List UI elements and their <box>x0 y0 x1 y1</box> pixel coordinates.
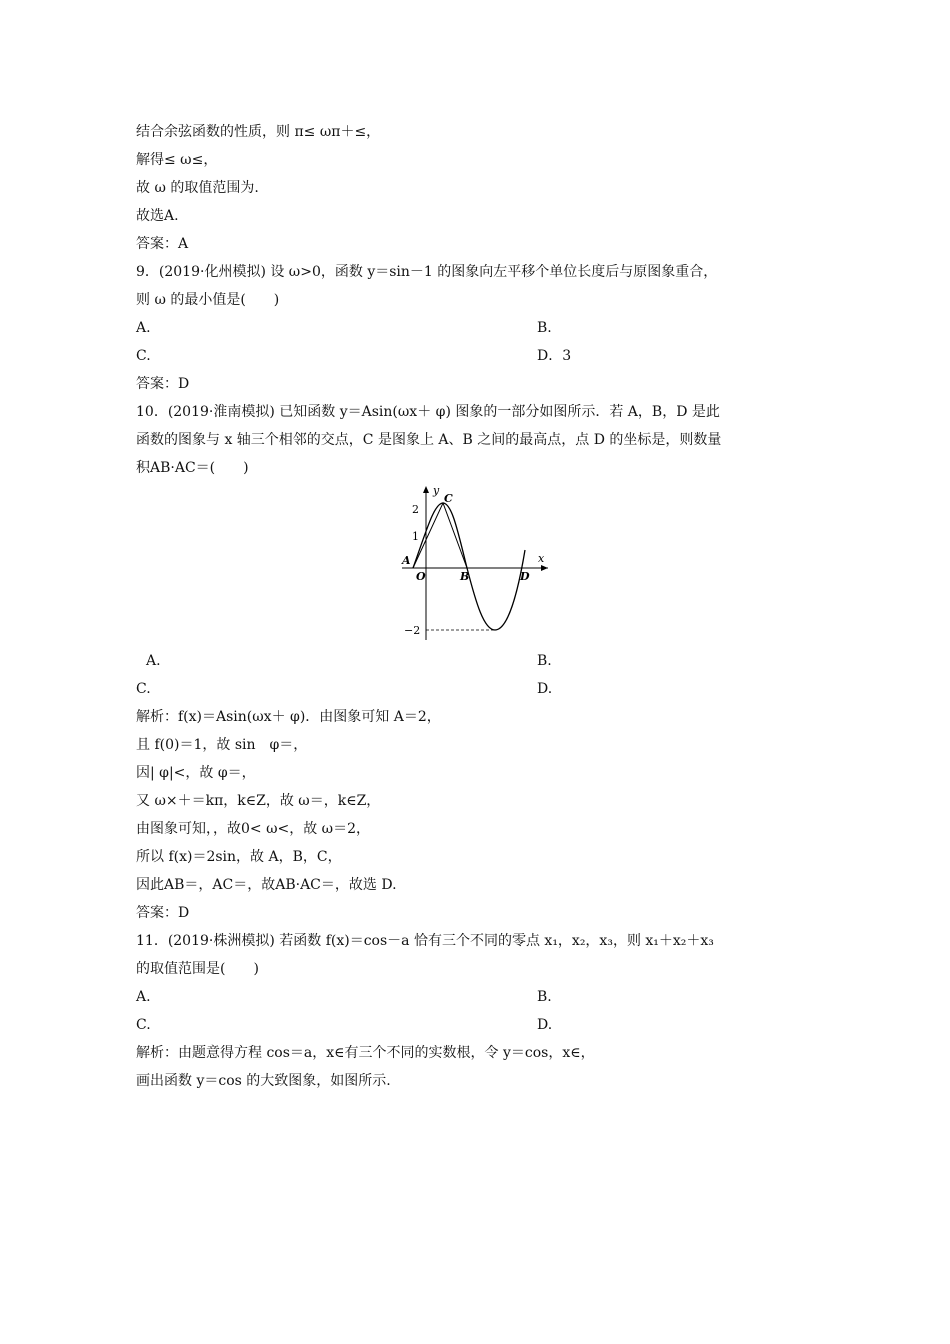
option-d: D．3 <box>537 348 572 364</box>
text-line: 由图象可知，，故0< ω<，故 ω＝2， <box>136 821 371 837</box>
option-c: C. <box>136 1017 151 1033</box>
y-axis-label: y <box>433 484 440 497</box>
text-line: 故选A. <box>136 208 179 224</box>
point-label-c: C <box>444 492 453 505</box>
question-11: 11．(2019·株洲模拟) 若函数 f(x)＝cos－a 恰有三个不同的零点 x₁，x₂，x₃，则 x₁＋x₂＋x₃ <box>136 933 714 949</box>
text-line: 结合余弦函数的性质，则 π≤ ωπ＋≤， <box>136 124 381 140</box>
option-b: B. <box>537 989 552 1005</box>
question-10: 10．(2019·淮南模拟) 已知函数 y＝Asin(ωx＋ φ) 图象的一部分如图所示．若 A，B，D 是此 <box>136 404 720 420</box>
text-line: 所以 f(x)＝2sin，故 A，B，C， <box>136 849 342 865</box>
x-axis-arrow <box>541 565 548 571</box>
y-tick-label: 1 <box>412 530 419 543</box>
point-label-a: A <box>402 554 411 567</box>
text-line: 积AB·AC＝( ) <box>136 460 249 476</box>
solution-line: 解析：f(x)＝Asin(ωx＋ φ)．由图象可知 A＝2， <box>136 709 441 725</box>
sine-graph-figure <box>396 482 556 642</box>
point-label-b: B <box>460 570 470 583</box>
y-axis-arrow <box>423 486 429 493</box>
text-line: 且 f(0)＝1，故 sin φ＝， <box>136 737 308 753</box>
answer-line: 答案：D <box>136 376 190 392</box>
option-d: D. <box>537 681 553 697</box>
option-d: D. <box>537 1017 553 1033</box>
text-line: 画出函数 y＝cos 的大致图象，如图所示. <box>136 1073 391 1089</box>
text-line: 则 ω 的最小值是( ) <box>136 292 280 308</box>
x-axis-label: x <box>538 552 545 565</box>
text-line: 解得≤ ω≤， <box>136 152 218 168</box>
text-line: 的取值范围是( ) <box>136 961 259 977</box>
question-9: 9．(2019·化州模拟) 设 ω>0，函数 y＝sin－1 的图象向左平移个单位长度后与原图象重合， <box>136 264 718 280</box>
point-label-d: D <box>520 570 530 583</box>
y-tick-label: 2 <box>412 503 419 516</box>
text-line: 又 ω×＋＝kπ，k∈Z，故 ω＝，k∈Z， <box>136 793 381 809</box>
option-c: C. <box>136 681 151 697</box>
text-line: 因此AB＝，AC＝，故AB·AC＝，故选 D. <box>136 877 397 893</box>
y-tick-label: −2 <box>404 624 421 637</box>
option-c: C. <box>136 348 151 364</box>
option-a: A. <box>136 320 151 336</box>
answer-line: 答案：D <box>136 905 190 921</box>
text-line: 函数的图象与 x 轴三个相邻的交点，C 是图象上 A、B 之间的最高点，点 D 的坐标是，则数量 <box>136 432 722 448</box>
text-line: 因| φ|<，故 φ＝， <box>136 765 256 781</box>
answer-line: 答案：A <box>136 236 189 252</box>
option-a: A. <box>146 653 161 669</box>
sine-curve <box>413 503 525 630</box>
option-b: B. <box>537 653 552 669</box>
option-b: B. <box>537 320 552 336</box>
point-label-o: O <box>416 570 426 583</box>
text-line: 故 ω 的取值范围为. <box>136 180 259 196</box>
solution-line: 解析：由题意得方程 cos＝a，x∈有三个不同的实数根，令 y＝cos，x∈， <box>136 1045 595 1061</box>
option-a: A. <box>136 989 151 1005</box>
